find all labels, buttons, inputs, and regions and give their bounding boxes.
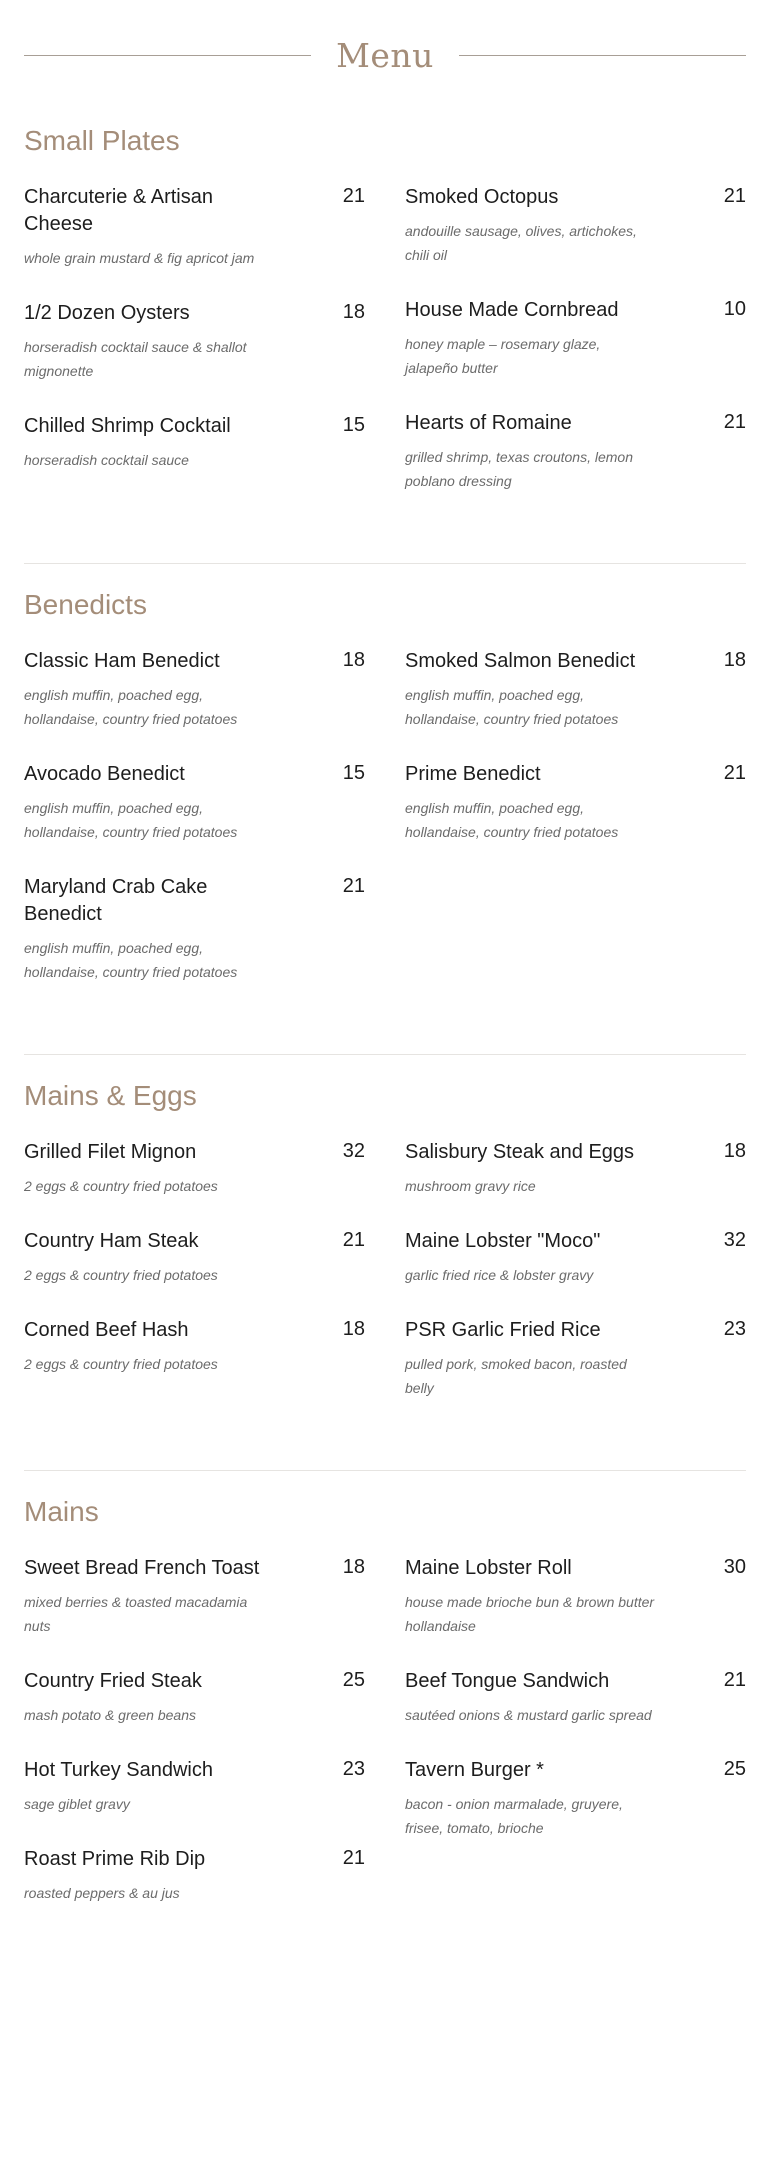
menu-item-description: english muffin, poached egg, hollandaise, country fried potatoes xyxy=(24,687,238,727)
right-column xyxy=(405,1119,746,1430)
menu-item-price: 21 xyxy=(342,185,365,207)
left-column xyxy=(24,164,365,523)
menu-item-header xyxy=(405,1757,746,1784)
menu-item-name: Grilled Filet Mignon xyxy=(24,1141,197,1163)
menu-item xyxy=(24,413,365,472)
menu-item-price: 18 xyxy=(342,1318,365,1340)
menu-item-name: Sweet Bread French Toast xyxy=(24,1557,260,1579)
menu-item-description: english muffin, poached egg, hollandaise, country fried potatoes xyxy=(405,687,619,727)
menu-item-name: Smoked Octopus xyxy=(405,186,559,208)
menu-item-header xyxy=(24,300,365,327)
menu-item xyxy=(405,410,746,493)
menu-item-description: 2 eggs & country fried potatoes xyxy=(24,1178,218,1194)
menu-item-price: 18 xyxy=(342,301,365,323)
menu-item-header xyxy=(405,297,746,324)
menu-item-price: 21 xyxy=(723,185,746,207)
menu-item-description: pulled pork, smoked bacon, roasted belly xyxy=(405,1356,627,1396)
menu-item-name: Maryland Crab Cake Benedict xyxy=(24,876,208,925)
menu-item-header xyxy=(24,1317,365,1344)
menu-item-header xyxy=(405,1555,746,1582)
menu-item-description: house made brioche bun & brown butter hollandaise xyxy=(405,1594,655,1634)
menu-item-name: Salisbury Steak and Eggs xyxy=(405,1141,635,1163)
menu-item-price: 15 xyxy=(342,762,365,784)
left-column xyxy=(24,1119,365,1430)
menu-item xyxy=(24,300,365,383)
menu-header xyxy=(24,0,746,110)
section-columns xyxy=(24,1119,746,1470)
menu-item-price: 23 xyxy=(723,1318,746,1340)
right-column xyxy=(405,628,746,1014)
section-title: Benedicts xyxy=(24,589,147,620)
section-columns xyxy=(24,1535,746,1975)
menu-item xyxy=(24,1228,365,1287)
menu-item-description: horseradish cocktail sauce & shallot mignonette xyxy=(24,339,247,379)
left-column xyxy=(24,628,365,1014)
menu-item-name: Prime Benedict xyxy=(405,763,541,785)
menu-item-description: whole grain mustard & fig apricot jam xyxy=(24,250,255,266)
menu-item-description: bacon - onion marmalade, gruyere, frisee, tomato, brioche xyxy=(405,1796,623,1836)
menu-item-description: english muffin, poached egg, hollandaise, country fried potatoes xyxy=(24,800,238,840)
menu-item-description: sage giblet gravy xyxy=(24,1796,130,1812)
section-benedicts xyxy=(24,563,746,1054)
menu-item xyxy=(24,184,365,270)
menu-item-description: mixed berries & toasted macadamia nuts xyxy=(24,1594,248,1634)
menu-item-description: garlic fried rice & lobster gravy xyxy=(405,1267,594,1283)
menu-item-header xyxy=(24,1139,365,1166)
menu-item xyxy=(405,648,746,731)
menu-item xyxy=(405,1228,746,1287)
menu-item-name: Hearts of Romaine xyxy=(405,412,572,434)
menu-item-name: House Made Cornbread xyxy=(405,299,619,321)
menu-item-price: 18 xyxy=(723,649,746,671)
menu-item-price: 30 xyxy=(723,1556,746,1578)
menu-item xyxy=(24,1555,365,1638)
menu-item-price: 21 xyxy=(342,1229,365,1251)
menu-item xyxy=(405,1555,746,1638)
menu-item-price: 32 xyxy=(723,1229,746,1251)
menu-item xyxy=(405,1757,746,1840)
menu-item-name: Charcuterie & Artisan Cheese xyxy=(24,186,213,235)
menu-item-header xyxy=(405,1668,746,1695)
menu-item-header xyxy=(405,410,746,437)
menu-item-name: Country Fried Steak xyxy=(24,1670,202,1692)
menu-item-name: PSR Garlic Fried Rice xyxy=(405,1319,601,1341)
menu-item xyxy=(24,761,365,844)
menu-item-header xyxy=(405,1317,746,1344)
menu-item xyxy=(405,1139,746,1198)
menu-item-price: 25 xyxy=(342,1669,365,1691)
menu-item-description: honey maple – rosemary glaze, jalapeño butter xyxy=(405,336,601,376)
menu-item-name: Hot Turkey Sandwich xyxy=(24,1759,213,1781)
menu-item-price: 32 xyxy=(342,1140,365,1162)
menu-item-name: Avocado Benedict xyxy=(24,763,185,785)
menu-item-name: Country Ham Steak xyxy=(24,1230,199,1252)
menu-item-header xyxy=(24,1846,365,1873)
menu-item xyxy=(405,297,746,380)
menu-item xyxy=(24,874,365,984)
menu-item-price: 21 xyxy=(342,875,365,897)
section-title: Small Plates xyxy=(24,125,180,156)
menu-item-header xyxy=(405,1139,746,1166)
menu-item-description: horseradish cocktail sauce xyxy=(24,452,189,468)
menu-item-name: Beef Tongue Sandwich xyxy=(405,1670,610,1692)
menu-item-header xyxy=(24,648,365,675)
menu-item-header xyxy=(24,1668,365,1695)
menu-item-header xyxy=(24,1555,365,1582)
menu-item-price: 10 xyxy=(723,298,746,320)
menu-item-header xyxy=(24,874,365,928)
section-small-plates xyxy=(24,110,746,563)
section-columns xyxy=(24,164,746,563)
menu-item-description: english muffin, poached egg, hollandaise, country fried potatoes xyxy=(405,800,619,840)
menu-item-price: 15 xyxy=(342,414,365,436)
menu-item-name: Classic Ham Benedict xyxy=(24,650,220,672)
menu-item-description: andouille sausage, olives, artichokes, chili oil xyxy=(405,223,637,263)
menu-item-description: roasted peppers & au jus xyxy=(24,1885,180,1901)
section-mains xyxy=(24,1470,746,1975)
menu-item-name: Roast Prime Rib Dip xyxy=(24,1848,206,1870)
menu-item-price: 21 xyxy=(723,762,746,784)
menu-item-price: 18 xyxy=(342,1556,365,1578)
menu-item-header xyxy=(405,184,746,211)
header-rule-left xyxy=(24,55,311,56)
menu-item-header xyxy=(405,648,746,675)
menu-item xyxy=(24,1317,365,1376)
menu-item-price: 21 xyxy=(723,1669,746,1691)
header-rule-right xyxy=(459,55,746,56)
menu-item xyxy=(405,1317,746,1400)
menu-item-price: 25 xyxy=(723,1758,746,1780)
menu-item-header xyxy=(24,184,365,238)
menu-item-price: 23 xyxy=(342,1758,365,1780)
menu-item-header xyxy=(24,1757,365,1784)
menu-item-description: 2 eggs & country fried potatoes xyxy=(24,1267,218,1283)
right-column xyxy=(405,1535,746,1935)
section-title: Mains xyxy=(24,1496,99,1527)
left-column xyxy=(24,1535,365,1935)
menu-item xyxy=(24,648,365,731)
section-title: Mains & Eggs xyxy=(24,1080,197,1111)
menu-item xyxy=(24,1757,365,1816)
menu-item xyxy=(405,761,746,844)
menu-item-description: mash potato & green beans xyxy=(24,1707,197,1723)
menu-item-description: sautéed onions & mustard garlic spread xyxy=(405,1707,652,1723)
menu-item-name: Corned Beef Hash xyxy=(24,1319,189,1341)
menu-item xyxy=(24,1668,365,1727)
section-columns xyxy=(24,628,746,1054)
menu-title: Menu xyxy=(336,35,434,75)
menu-item-name: Maine Lobster "Moco" xyxy=(405,1230,601,1252)
menu-item-description: english muffin, poached egg, hollandaise, country fried potatoes xyxy=(24,940,238,980)
menu-item-price: 21 xyxy=(342,1847,365,1869)
menu-item-name: Maine Lobster Roll xyxy=(405,1557,572,1579)
menu-item-header xyxy=(24,1228,365,1255)
menu-item-description: 2 eggs & country fried potatoes xyxy=(24,1356,218,1372)
menu-item-name: Smoked Salmon Benedict xyxy=(405,650,636,672)
menu-item-header xyxy=(405,1228,746,1255)
menu-item-header xyxy=(405,761,746,788)
menu-item-header xyxy=(24,761,365,788)
menu-item-name: Tavern Burger * xyxy=(405,1759,544,1781)
menu-item xyxy=(405,184,746,267)
menu-item-description: mushroom gravy rice xyxy=(405,1178,536,1194)
menu-item-name: 1/2 Dozen Oysters xyxy=(24,302,190,324)
menu-item-price: 18 xyxy=(342,649,365,671)
menu-item-description: grilled shrimp, texas croutons, lemon poblano dressing xyxy=(405,449,633,489)
menu-item xyxy=(405,1668,746,1727)
menu-item xyxy=(24,1846,365,1905)
menu-sections xyxy=(24,110,746,1975)
menu-item-price: 21 xyxy=(723,411,746,433)
menu-item-header xyxy=(24,413,365,440)
section-mains-eggs xyxy=(24,1054,746,1470)
right-column xyxy=(405,164,746,523)
menu-item-price: 18 xyxy=(723,1140,746,1162)
menu-item-name: Chilled Shrimp Cocktail xyxy=(24,415,231,437)
menu-item xyxy=(24,1139,365,1198)
